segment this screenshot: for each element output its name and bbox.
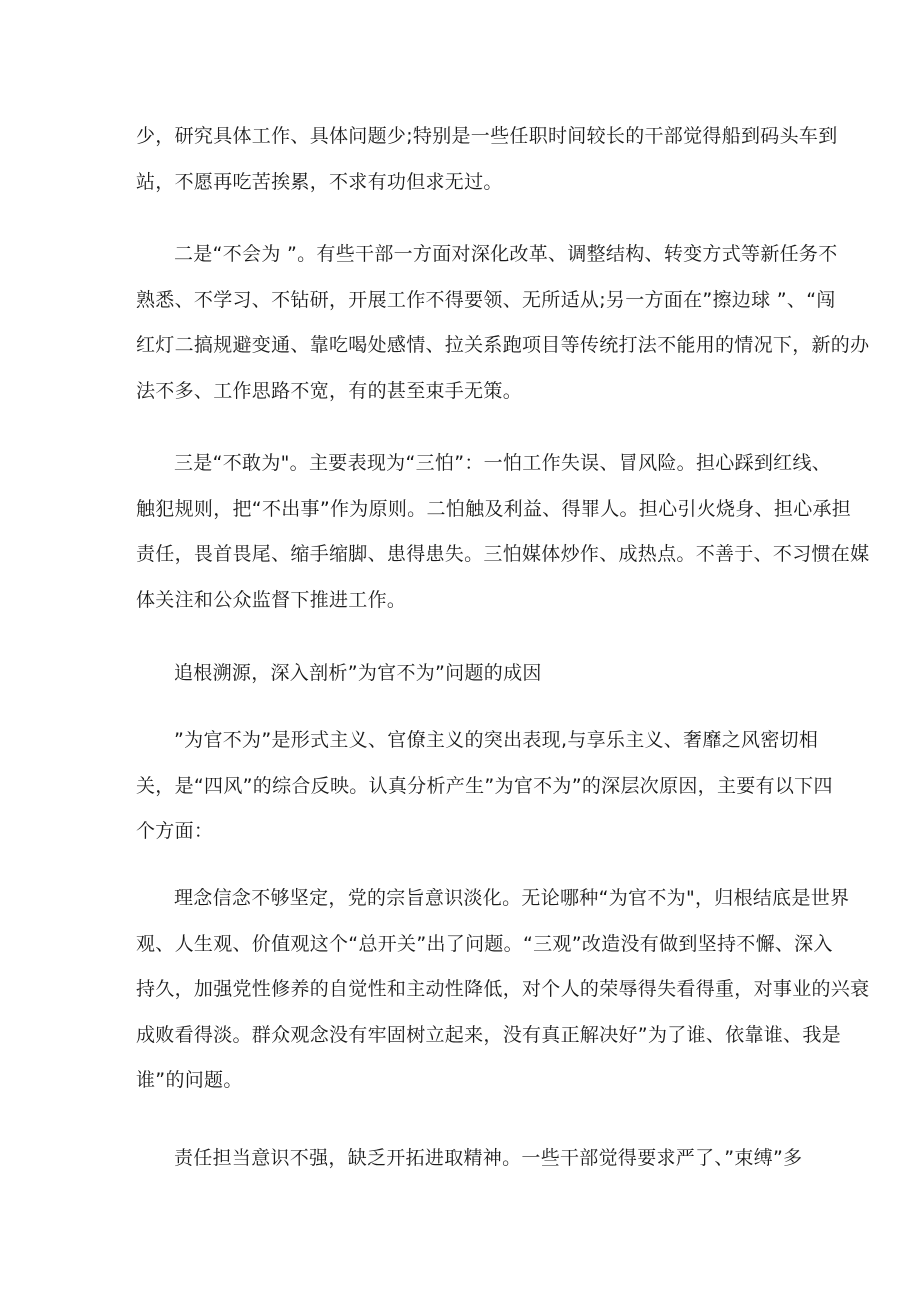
section-heading-text: 追根溯源，深入剖析”为官不为”问题的成因 [174, 662, 542, 684]
paragraph-line: ”为官不为”是形式主义、官僚主义的突出表现,与享乐主义、奢靡之风密切相 [174, 729, 819, 751]
paragraph-line: 责任，畏首畏尾、缩手缩脚、患得患失。三怕媒体炒作、成热点。不善于、不习惯在媒 [136, 543, 870, 565]
paragraph-line: 理念信念不够坚定，党的宗旨意识淡化。无论哪种“为官不为"，归根结底是世界 [174, 887, 850, 909]
paragraph-line: 个方面： [136, 820, 214, 842]
paragraph-line: 站，不愿再吃苦挨累，不求有功但求无过。 [136, 170, 503, 193]
paragraph-line: 观、人生观、价值观这个“总开关”出了问题。“三观”改造没有做到坚持不懈、深入 [136, 932, 833, 955]
paragraph-line: 少，研究具体工作、具体问题少;特别是一些任职时间较长的干部觉得船到码头车到 [136, 125, 838, 147]
paragraph-1 [136, 114, 838, 205]
paragraph-line: 触犯规则，把“不出事”作为原则。二怕触及利益、得罪人。担心引火烧身、担心承担 [136, 497, 852, 520]
paragraph-line: 谁”的问题。 [136, 1069, 243, 1091]
paragraph-line: 关，是“四风”的综合反映。认真分析产生”为官不为”的深层次原因，主要有以下四 [136, 774, 833, 797]
paragraph-7 [136, 1136, 803, 1182]
paragraph-line: 责任担当意识不强，缺乏开拓进取精神。一些干部觉得要求严了、”束缚”多 [174, 1147, 803, 1169]
paragraph-line: 红灯二搞规避变通、靠吃喝处感情、拉关系跑项目等传统打法不能用的情况下，新的办 [136, 334, 870, 356]
paragraph-line: 熟悉、不学习、不钻研，开展工作不得要领、无所适从;另一方面在”擦边球 ”、“闯 [136, 288, 836, 311]
paragraph-3 [136, 441, 870, 623]
paragraph-2 [136, 232, 870, 414]
paragraph-line: 三是“不敢为"。主要表现为“三怕”：一怕工作失误、冒风险。担心踩到红线、 [174, 452, 832, 474]
paragraph-line: 法不多、工作思路不宽，有的甚至束手无策。 [136, 379, 523, 402]
paragraph-6 [136, 876, 870, 1104]
section-heading [136, 651, 796, 697]
paragraph-5 [136, 718, 833, 855]
paragraph-line: 持久，加强党性修养的自觉性和主动性降低，对个人的荣辱得失看得重，对事业的兴衰 [136, 978, 870, 1000]
paragraph-line: 成败看得淡。群众观念没有牢固树立起来，没有真正解决好”为了谁、依靠谁、我是 [136, 1023, 841, 1046]
paragraph-line: 体关注和公众监督下推进工作。 [136, 588, 407, 611]
paragraph-line: 二是“不会为 ”。有些干部一方面对深化改革、调整结构、转变方式等新任务不 [174, 243, 838, 265]
